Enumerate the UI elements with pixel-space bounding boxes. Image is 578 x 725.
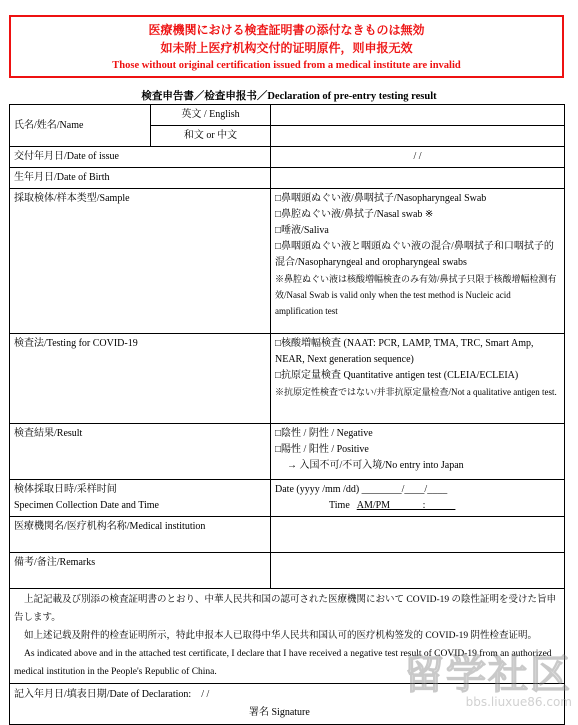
watermark-url: bbs.liuxue86.com <box>465 695 572 709</box>
result-label: 検査結果/Result <box>10 424 271 480</box>
invalid-warning-banner <box>9 15 564 78</box>
banner-chinese: 如未附上医疗机构交付的证明原件，则申报无效 <box>160 41 413 55</box>
sample-option-nasopharyngeal[interactable]: □鼻咽頭ぬぐい液/鼻咽拭子/Nasopharyngeal Swab <box>275 193 487 204</box>
collection-time-label <box>10 480 271 517</box>
declaration-date-field[interactable]: / / <box>201 689 210 700</box>
test-method-label: 検査法/Testing for COVID-19 <box>10 334 271 424</box>
issue-date-field[interactable]: / / <box>271 147 565 168</box>
declaration-english: As indicated above and in the attached test certificate, I declare that I have received a negative test result of COVID-19 from an authorized medical institution in the People's Republic of China. <box>14 649 552 677</box>
result-options <box>271 424 565 480</box>
watermark-logo: 留学社区 <box>404 652 572 698</box>
medical-institution-field[interactable] <box>271 517 565 553</box>
collection-date-field[interactable]: ________/____/____ <box>361 484 448 495</box>
collection-label-cn: 検体採取日時/采样时间 <box>14 484 117 495</box>
collection-time-field[interactable]: AM/PM ______:______ <box>356 500 456 511</box>
birth-date-label: 生年月日/Date of Birth <box>10 168 271 189</box>
name-chinese-field[interactable] <box>271 126 565 147</box>
declaration-date-label: 記入年月日/填表日期/Date of Declaration: <box>14 689 192 700</box>
result-option-positive[interactable]: □陽性 / 阳性 / Positive <box>275 444 369 455</box>
medical-institution-label: 医療機関名/医疗机构名称/Medical institution <box>10 517 271 553</box>
collection-time-label-text: Time <box>329 500 350 511</box>
name-label-text: 氏名/姓名/Name <box>14 119 84 131</box>
remarks-label: 備考/备注/Remarks <box>10 553 271 589</box>
method-option-naat[interactable]: □核酸増幅検査 (NAAT: PCR, LAMP, TMA, TRC, Smart Amp, NEAR, Next generation sequence) <box>275 338 534 365</box>
sample-options <box>271 189 565 334</box>
declaration-chinese: 如上述记载及附件的检查证明所示，特此申报本人已取得中华人民共和国认可的医疗机构签发的 COVID-19 阴性检查证明。 <box>24 631 537 641</box>
declaration-form <box>9 104 565 725</box>
watermark <box>404 652 572 709</box>
collection-time-fields <box>271 480 565 517</box>
name-english-field[interactable] <box>271 105 565 126</box>
sample-label: 採取検体/样本类型/Sample <box>10 189 271 334</box>
name-chinese-label: 和文 or 中文 <box>151 126 271 147</box>
result-option-negative[interactable]: □陰性 / 阴性 / Negative <box>275 428 373 439</box>
sample-option-saliva[interactable]: □唾液/Saliva <box>275 225 329 236</box>
name-english-label: 英文 / English <box>151 105 271 126</box>
banner-english: Those without original certification issued from a medical institute are invalid <box>112 60 461 71</box>
sample-note: ※鼻腔ぬぐい液は核酸増幅検査のみ有効/鼻拭子只限于核酸增幅检测有效/Nasal Swab is valid only when the test method is Nucleic acid amplification test <box>275 274 557 316</box>
collection-date-label: Date (yyyy /mm /dd) <box>275 484 360 495</box>
method-option-antigen[interactable]: □抗原定量検査 Quantitative antigen test (CLEIA/ECLEIA) <box>275 370 519 381</box>
document-title: 検査申告書／检查申报书／Declaration of pre-entry testing result <box>141 91 437 102</box>
issue-date-label: 交付年月日/Date of issue <box>10 147 271 168</box>
method-note: ※抗原定性検査ではない/并非抗原定量检查/Not a qualitative antigen test. <box>275 387 557 397</box>
declaration-japanese: 上記記載及び別添の検査証明書のとおり、中華人民共和国の認可された医療機関において COVID-19 の陰性証明を受けた旨申告します。 <box>14 595 556 623</box>
remarks-field[interactable] <box>271 553 565 589</box>
sample-option-mixed[interactable]: □鼻咽頭ぬぐい液と咽頭ぬぐい液の混合/鼻咽拭子和口咽拭子的混合/Nasopharyngeal and oropharyngeal swabs <box>275 241 554 268</box>
collection-label-en: Specimen Collection Date and Time <box>14 500 159 511</box>
name-label <box>10 105 151 147</box>
result-positive-note: → 入国不可/不可入境/No entry into Japan <box>287 460 464 471</box>
test-method-options <box>271 334 565 424</box>
banner-japanese: 医療機関における検査証明書の添付なきものは無効 <box>148 23 425 37</box>
sample-option-nasal[interactable]: □鼻腔ぬぐい液/鼻拭子/Nasal swab ※ <box>275 209 434 220</box>
signature-label[interactable]: 署名 Signature <box>249 707 310 718</box>
birth-date-field[interactable] <box>271 168 565 189</box>
